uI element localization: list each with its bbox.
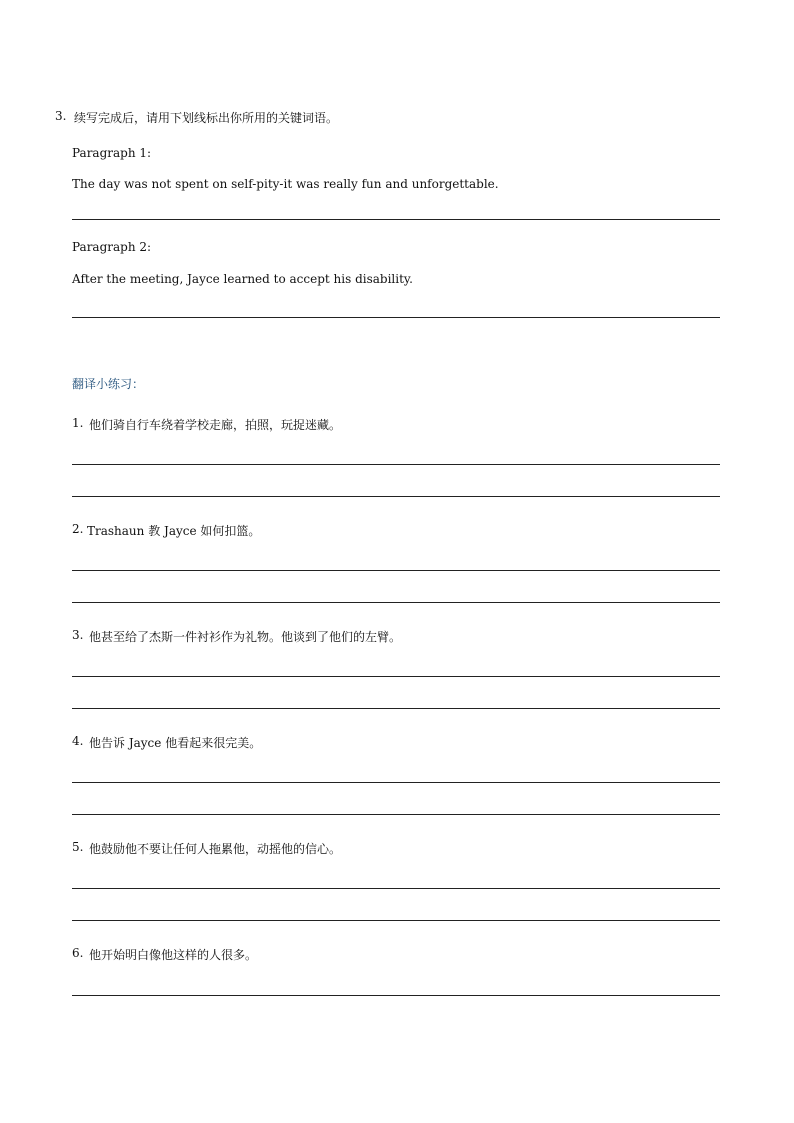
answer-line[interactable] [72,708,720,709]
translation-item-5-text: 他鼓励他不要让任何人拖累他，动摇他的信心。 [89,842,342,856]
answer-line[interactable] [72,888,720,889]
instruction-number: 3. [55,109,67,123]
translation-item-2-text: Trashaun 教 Jayce 如何扣篮。 [87,524,261,538]
answer-line[interactable] [72,496,720,497]
paragraph-2-label: Paragraph 2: [72,240,152,254]
translation-item-1-number: 1. [72,416,84,430]
answer-line[interactable] [72,602,720,603]
answer-line[interactable] [72,570,720,571]
answer-line[interactable] [72,782,720,783]
answer-line[interactable] [72,317,720,318]
answer-line[interactable] [72,995,720,996]
answer-line[interactable] [72,920,720,921]
answer-line[interactable] [72,219,720,220]
answer-line[interactable] [72,464,720,465]
paragraph-2-text: After the meeting, Jayce learned to accept his disability. [72,272,413,286]
paragraph-1-text: The day was not spent on self-pity-it was really fun and unforgettable. [72,177,499,191]
translation-item-4-number: 4. [72,734,84,748]
answer-line[interactable] [72,676,720,677]
translation-item-3-number: 3. [72,628,84,642]
translation-heading: 翻译小练习： [72,377,145,391]
translation-item-5-number: 5. [72,840,84,854]
translation-item-4-text: 他告诉 Jayce 他看起来很完美。 [89,736,262,750]
translation-item-6-text: 他开始明白像他这样的人很多。 [89,948,258,962]
translation-item-2-number: 2. [72,522,84,536]
answer-line[interactable] [72,814,720,815]
translation-item-6-number: 6. [72,946,84,960]
paragraph-1-label: Paragraph 1: [72,146,152,160]
translation-item-1-text: 他们骑自行车绕着学校走廊，拍照，玩捉迷藏。 [89,418,342,432]
instruction-text: 续写完成后，请用下划线标出你所用的关键词语。 [74,111,339,125]
translation-item-3-text: 他甚至给了杰斯一件衬衫作为礼物。他谈到了他们的左臂。 [89,630,402,644]
